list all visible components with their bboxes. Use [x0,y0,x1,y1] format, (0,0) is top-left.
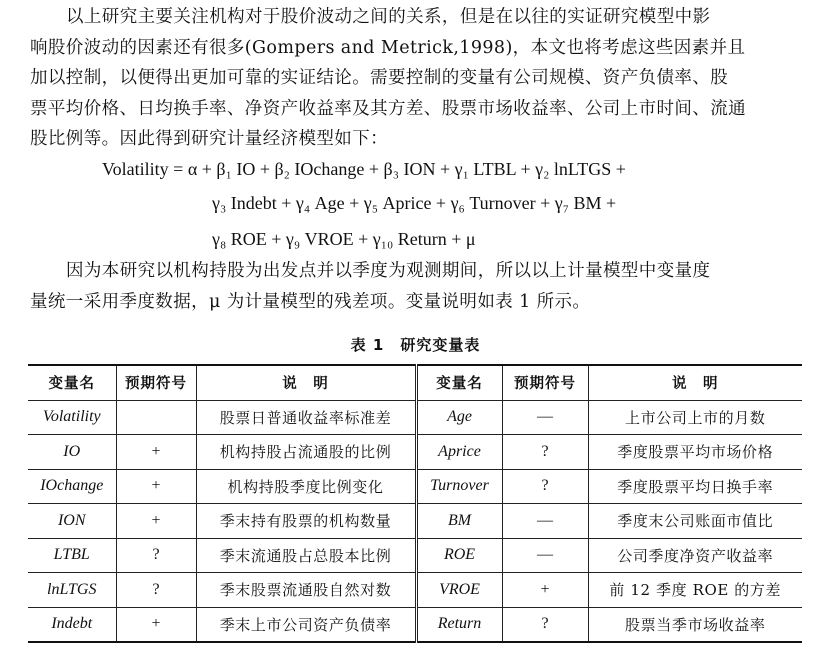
cell-sign: ? [502,435,588,470]
table-row [28,504,802,539]
variables-table [28,364,802,643]
cell-description: 机构持股季度比例变化 [196,469,416,504]
paragraph-explanation [30,256,802,317]
cell-sign: + [502,573,588,608]
cell-variable: Age [416,400,502,435]
text-line: 量统一采用季度数据，μ 为计量模型的残差项。变量说明如表 1 所示。 [30,291,591,312]
table-row [28,469,802,504]
header-expected-sign: 预期符号 [116,365,196,400]
cell-sign: ? [116,538,196,573]
cell-variable: Turnover [416,469,502,504]
cell-description: 季度股票平均市场价格 [588,435,802,470]
text-line: 响股价波动的因素还有很多(Gompers and Metrick,1998)，本文也将考虑这些因素并且 [30,37,746,58]
cell-sign: ? [502,607,588,642]
paragraph-intro [30,2,802,155]
cell-sign: — [502,504,588,539]
equation-line-3: γ₈ ROE + γ₉ VROE + γ₁₀ Return + μ [212,229,476,249]
table-row [28,435,802,470]
table-row [28,607,802,642]
cell-description: 上市公司上市的月数 [588,400,802,435]
cell-variable: Volatility [28,400,116,435]
cell-description: 季度末公司账面市值比 [588,504,802,539]
cell-sign: + [116,607,196,642]
cell-variable: lnLTGS [28,573,116,608]
table-caption: 表 1 研究变量表 [350,336,481,354]
cell-sign: + [116,469,196,504]
table-row [28,538,802,573]
cell-variable: Return [416,607,502,642]
equation-line-1: Volatility = α + β₁ IO + β₂ IOchange + β₃ ION + γ₁ LTBL + γ₂ lnLTGS + [102,159,626,179]
cell-sign: + [116,504,196,539]
cell-sign: ? [116,573,196,608]
equation-line-2: γ₃ Indebt + γ₄ Age + γ₅ Aprice + γ₆ Turnover + γ₇ BM + [212,193,617,213]
cell-description: 机构持股占流通股的比例 [196,435,416,470]
table-row [28,573,802,608]
text-line: 票平均价格、日均换手率、净资产收益率及其方差、股票市场收益率、公司上市时间、流通 [30,98,746,119]
cell-description: 季末流通股占总股本比例 [196,538,416,573]
cell-sign: ? [502,469,588,504]
cell-sign: — [502,538,588,573]
cell-variable: Aprice [416,435,502,470]
cell-description: 公司季度净资产收益率 [588,538,802,573]
table-header-row [28,365,802,400]
cell-description: 季末上市公司资产负债率 [196,607,416,642]
cell-variable: LTBL [28,538,116,573]
cell-sign: + [116,435,196,470]
text-line: 以上研究主要关注机构对于股价波动之间的关系，但是在以往的实证研究模型中影 [66,7,711,27]
cell-description: 季末持有股票的机构数量 [196,504,416,539]
cell-variable: VROE [416,573,502,608]
cell-description: 前 12 季度 ROE 的方差 [588,573,802,608]
text-line: 加以控制，以便得出更加可靠的实证结论。需要控制的变量有公司规模、资产负债率、股 [30,68,729,88]
header-description: 说 明 [588,365,802,400]
cell-description: 股票当季市场收益率 [588,607,802,642]
header-variable: 变量名 [28,365,116,400]
cell-variable: ROE [416,538,502,573]
cell-variable: IOchange [28,469,116,504]
cell-description: 季末股票流通股自然对数 [196,573,416,608]
cell-variable: BM [416,504,502,539]
cell-sign: — [502,400,588,435]
header-description: 说 明 [196,365,416,400]
cell-variable: IO [28,435,116,470]
header-expected-sign: 预期符号 [502,365,588,400]
cell-sign [116,400,196,435]
table-row [28,400,802,435]
text-line: 因为本研究以机构持股为出发点并以季度为观测期间，所以以上计量模型中变量度 [66,261,711,281]
text-line: 股比例等。因此得到研究计量经济模型如下： [30,129,388,149]
cell-variable: ION [28,504,116,539]
header-variable: 变量名 [416,365,502,400]
cell-description: 季度股票平均日换手率 [588,469,802,504]
cell-description: 股票日普通收益率标准差 [196,400,416,435]
cell-variable: Indebt [28,607,116,642]
